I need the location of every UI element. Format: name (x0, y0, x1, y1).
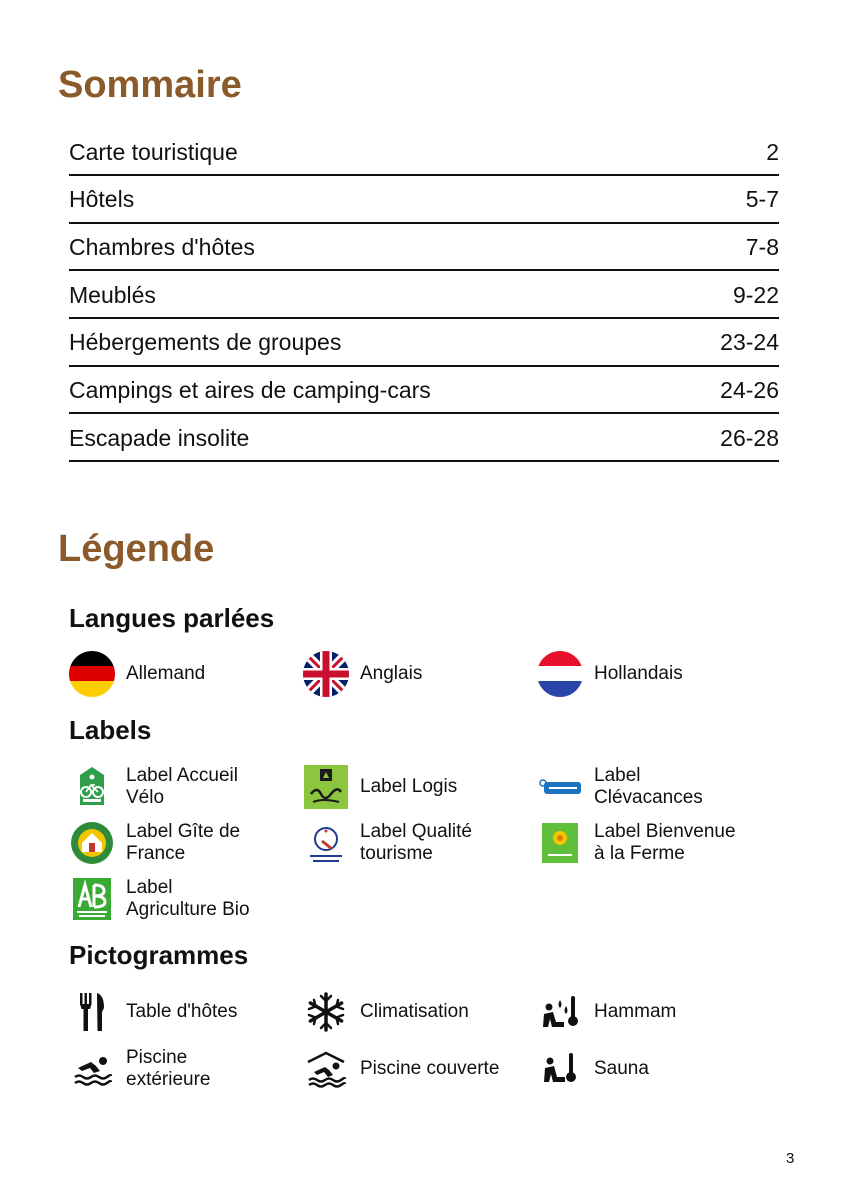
toc-label: Hébergements de groupes (69, 329, 342, 356)
toc-pages: 5-7 (745, 186, 779, 213)
toc-pages: 23-24 (720, 329, 779, 356)
toc-pages: 7-8 (745, 233, 779, 260)
label-text: Label Gîte de France (126, 821, 241, 864)
picto-label: Piscine couverte (360, 1058, 500, 1079)
label-item-gites-de-france (69, 820, 240, 866)
toc-row (69, 273, 779, 319)
lang-item-hollandais (537, 651, 683, 697)
toc-pages: 2 (766, 138, 779, 165)
lang-label: Hollandais (594, 663, 683, 684)
toc-label: Escapade insolite (69, 424, 250, 451)
hammam-icon (537, 989, 583, 1035)
picto-item-hammam (537, 989, 676, 1035)
sommaire-title: Sommaire (58, 64, 242, 106)
picto-label: Piscine extérieure (126, 1047, 211, 1090)
gites-de-france-logo-icon (69, 820, 115, 866)
agriculture-bio-logo-icon (69, 876, 115, 922)
labels-heading: Labels (69, 715, 152, 745)
picto-label: Climatisation (360, 1001, 469, 1022)
label-text: Label Logis (360, 776, 458, 797)
logis-logo-icon (303, 764, 349, 810)
picto-label: Sauna (594, 1058, 649, 1079)
picto-item-climatisation (303, 989, 469, 1035)
label-item-accueil-velo (69, 764, 238, 810)
toc-row (69, 368, 779, 414)
toc-pages: 9-22 (732, 281, 779, 308)
label-item-clevacances (537, 764, 703, 810)
label-item-logis (303, 764, 457, 810)
picto-item-piscine-couverte (303, 1046, 499, 1092)
label-text: Label Qualité tourisme (360, 821, 472, 864)
page-number: 3 (786, 1150, 795, 1167)
toc-label: Meublés (69, 281, 156, 308)
lang-item-anglais (303, 651, 422, 697)
flag-uk-icon (303, 651, 349, 697)
toc-row (69, 321, 779, 367)
covered-pool-icon (303, 1046, 349, 1092)
picto-label: Hammam (594, 1001, 677, 1022)
swimmer-icon (69, 1046, 115, 1092)
toc-pages: 26-28 (720, 424, 779, 451)
lang-label: Allemand (126, 663, 206, 684)
label-item-qualite-tourisme (303, 820, 472, 866)
table-of-contents (69, 130, 779, 462)
sauna-icon (537, 1046, 583, 1092)
toc-row (69, 416, 779, 462)
label-text: Label Clévacances (594, 765, 703, 808)
label-item-bienvenue-ferme (537, 820, 736, 866)
accueil-velo-logo-icon (69, 764, 115, 810)
toc-pages: 24-26 (720, 376, 779, 403)
toc-label: Chambres d'hôtes (69, 233, 255, 260)
label-text: Label Bienvenue à la Ferme (594, 821, 736, 864)
qualite-tourisme-logo-icon (303, 820, 349, 866)
toc-label: Hôtels (69, 186, 135, 213)
legende-title: Légende (58, 528, 215, 570)
lang-item-allemand (69, 651, 205, 697)
toc-label: Campings et aires de camping-cars (69, 376, 431, 403)
clevacances-logo-icon (537, 764, 583, 810)
toc-row (69, 225, 779, 271)
picto-label: Table d'hôtes (126, 1001, 238, 1022)
label-text: Label Agriculture Bio (126, 877, 250, 920)
label-item-agriculture-bio (69, 876, 250, 922)
lang-label: Anglais (360, 663, 423, 684)
flag-netherlands-icon (537, 651, 583, 697)
fork-knife-icon (69, 989, 115, 1035)
toc-row (69, 130, 779, 176)
snowflake-icon (303, 989, 349, 1035)
label-text: Label Accueil Vélo (126, 765, 238, 808)
toc-label: Carte touristique (69, 138, 238, 165)
flag-germany-icon (69, 651, 115, 697)
pictos-heading: Pictogrammes (69, 940, 249, 970)
bienvenue-ferme-logo-icon (537, 820, 583, 866)
picto-item-sauna (537, 1046, 649, 1092)
langues-heading: Langues parlées (69, 603, 275, 633)
toc-row (69, 178, 779, 224)
picto-item-piscine-exterieure (69, 1046, 211, 1092)
picto-item-table-hotes (69, 989, 237, 1035)
